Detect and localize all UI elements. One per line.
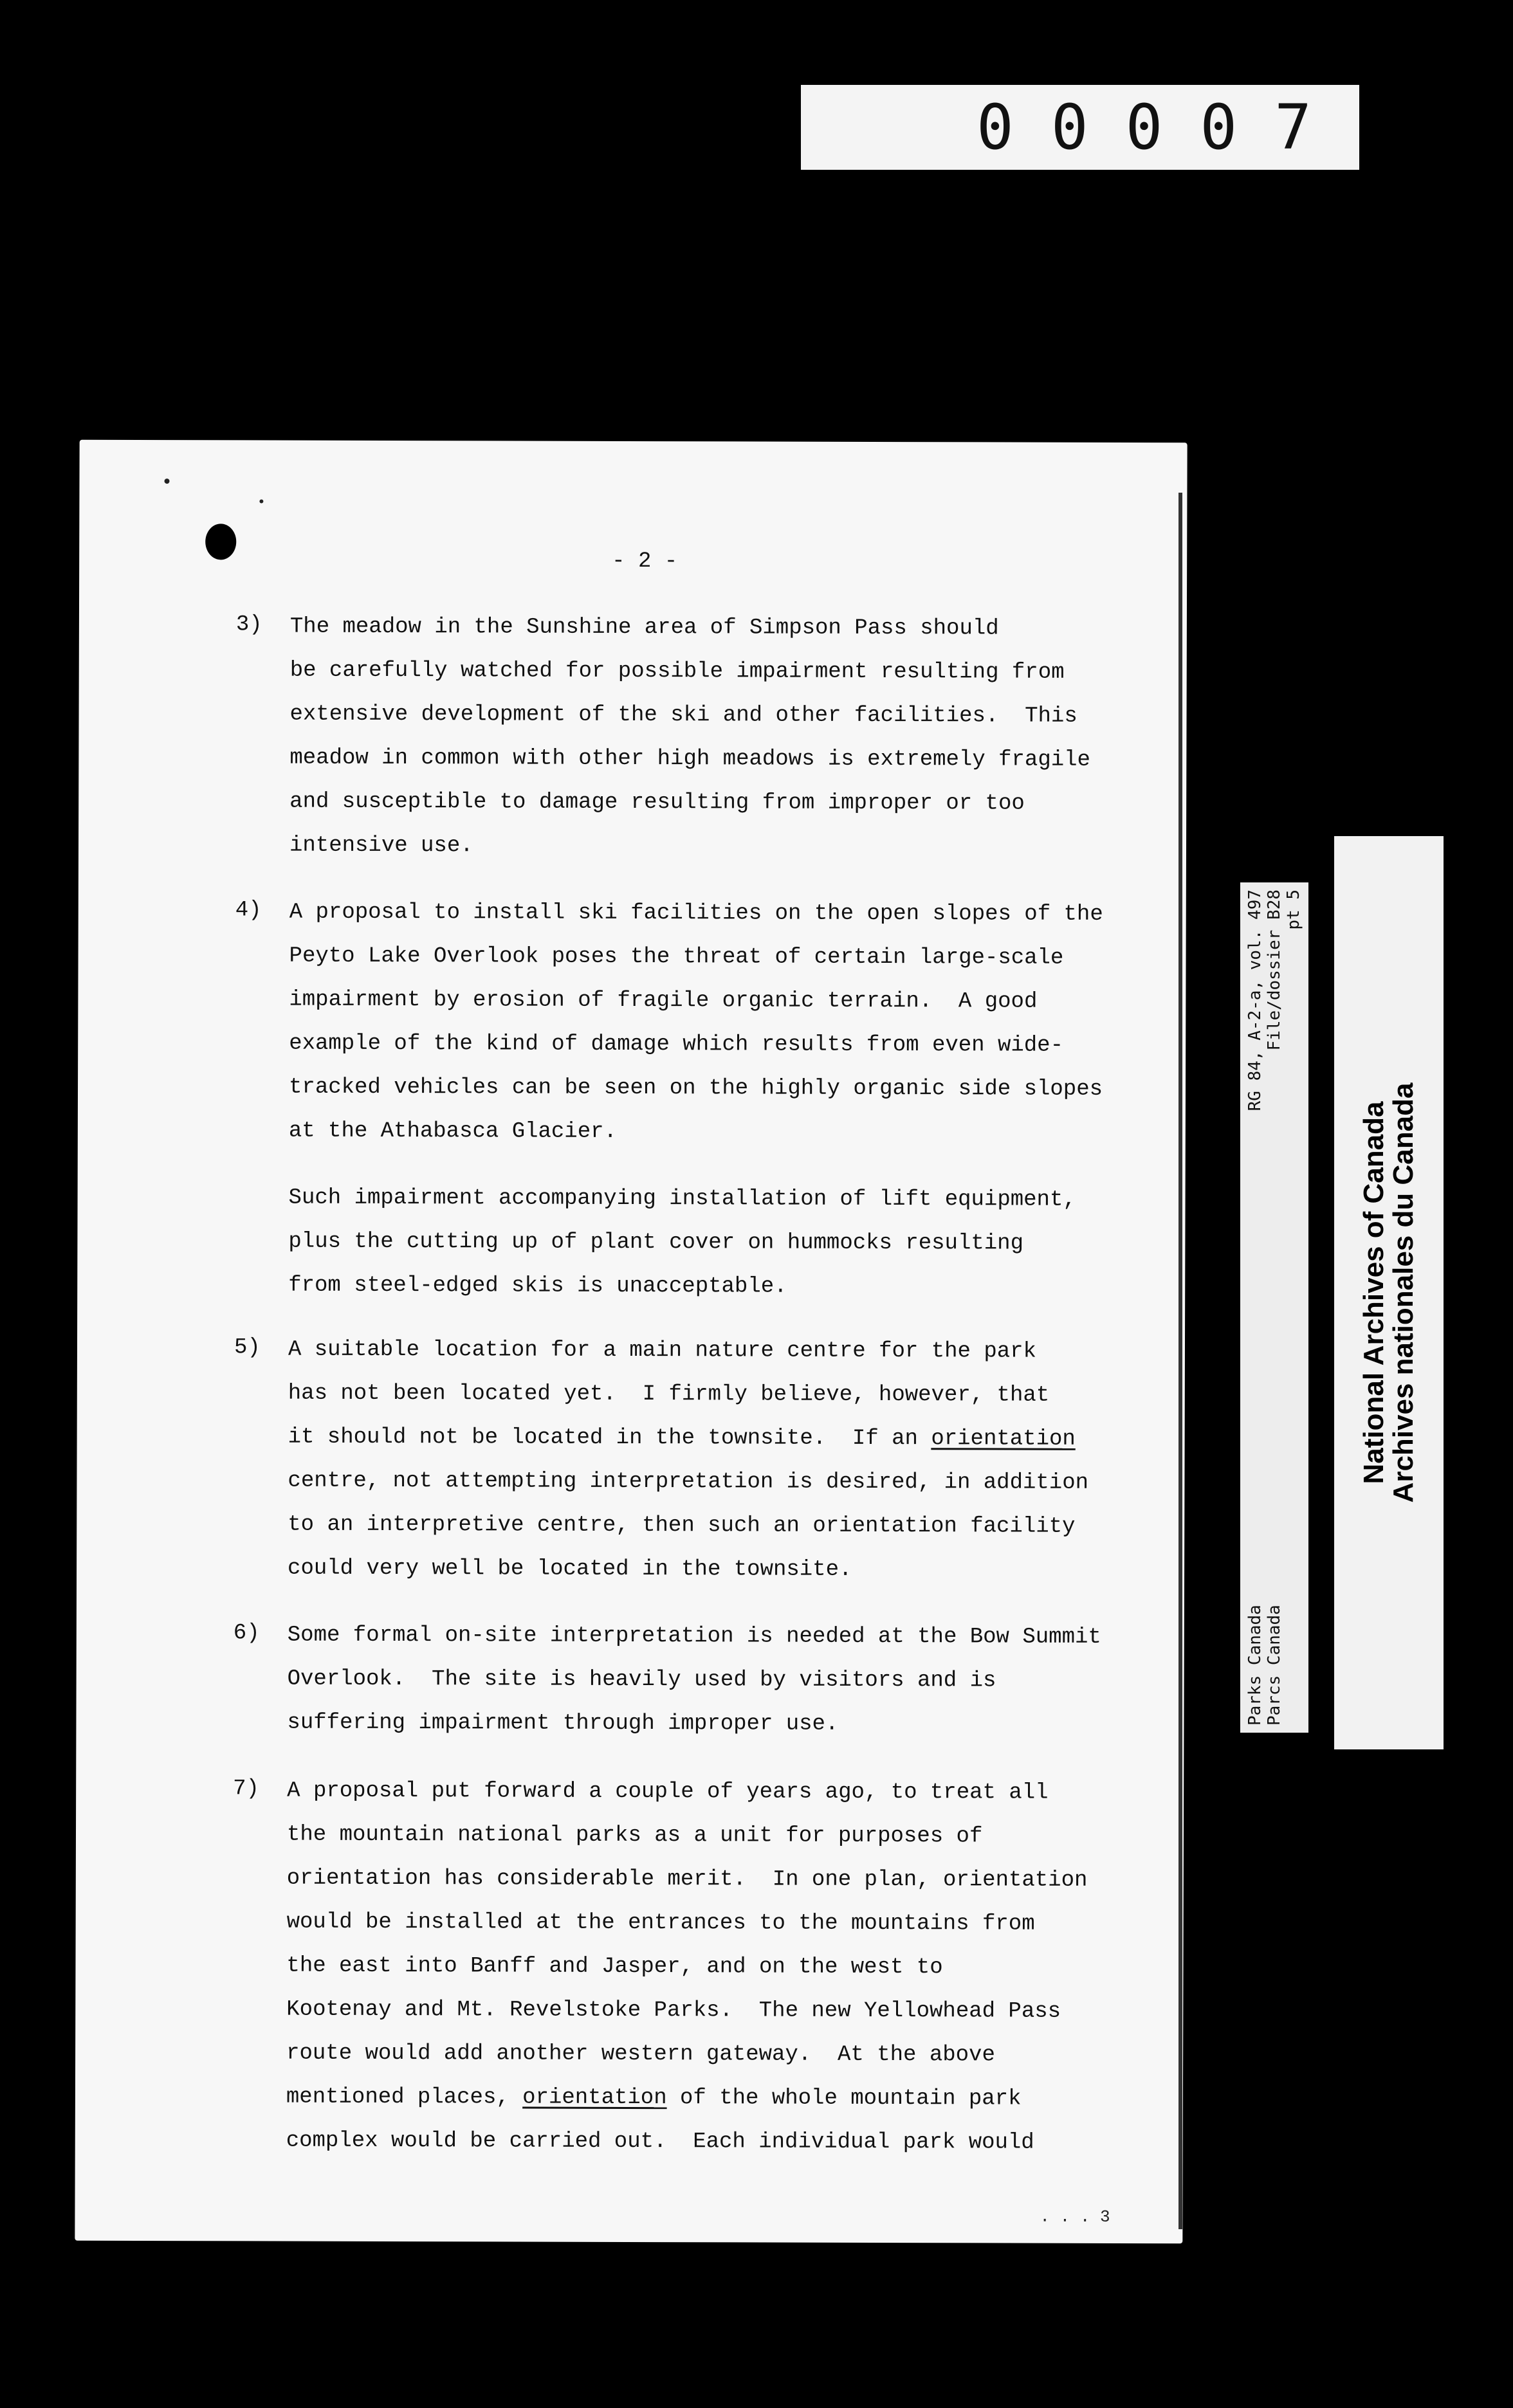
text-line: meadow in common with other high meadows is extremely fragile [289,745,1091,772]
stamp-line: Parks Canada [1245,1605,1265,1726]
text-line: A proposal to install ski facilities on the open slopes of the [289,900,1103,927]
speck [259,499,263,503]
list-item [235,898,1187,1299]
text-line: could very well be located in the townsite. [288,1556,852,1582]
item-number: 6) [233,1621,260,1646]
item-number: 3) [235,612,262,637]
list-item [235,612,1188,859]
text-line: and susceptible to damage resulting from improper or too [289,789,1025,816]
stamp-row [1284,889,1303,1726]
list-item [234,1335,1186,1582]
document-page [75,440,1187,2243]
text-line: A proposal put forward a couple of years ago, to treat all [287,1778,1049,1805]
text-span: of the whole mountain park [666,2086,1022,2112]
text-span: it should not be located in the townsite. If an [288,1425,931,1452]
text-line: orientation has considerable merit. In one plan, orientation [286,1866,1088,1893]
text-line: be carefully watched for possible impairment resulting from [289,658,1065,685]
frame-number-label [801,85,1359,170]
text-line: tracked vehicles can be seen on the highly organic side slopes [288,1075,1103,1102]
stamp-row [1245,889,1265,1726]
text-line: Peyto Lake Overlook poses the threat of certain large-scale [289,944,1064,971]
archives-line-english: National Archives of Canada [1358,1101,1389,1484]
text-line: Kootenay and Mt. Revelstoke Parks. The new Yellowhead Pass [286,1997,1061,2024]
text-line: plus the cutting up of plant cover on hummocks resulting [288,1229,1024,1256]
text-line: A suitable location for a main nature centre for the park [288,1337,1037,1364]
text-line [286,2083,1180,2130]
text-line: from steel-edged skis is unacceptable. [288,1273,787,1299]
text-line: extensive development of the ski and other facilities. This [289,702,1077,729]
item-number: 4) [235,898,262,923]
text-line: route would add another western gateway. At the above [286,2041,995,2068]
text-line: complex would be carried out. Each individual park would [286,2128,1034,2155]
speck [164,479,169,484]
stamp-line: File/dossier B28 [1265,889,1284,1051]
item-number: 7) [233,1776,260,1801]
underlined-word: orientation [931,1427,1076,1452]
text-line: Overlook. The site is heavily used by visitors and is [287,1666,996,1693]
frame-number: 00007 [977,91,1349,163]
text-line: intensive use. [289,833,473,859]
text-line: would be installed at the entrances to the mountains from [286,1910,1035,1937]
page-edge-shadow [1178,493,1182,2229]
list-item [233,1621,1186,1737]
text-line: The meadow in the Sunshine area of Simpson Pass should [289,614,999,641]
stamp-row [1265,889,1284,1726]
stamp-text [1245,889,1303,1726]
text-line: centre, not attempting interpretation is desired, in addition [288,1468,1089,1495]
punch-hole [205,524,236,560]
text-line: at the Athabasca Glacier. [288,1118,617,1144]
text-line: the mountain national parks as a unit for purposes of [286,1822,983,1849]
archives-line-french: Archives nationales du Canada [1388,1082,1419,1503]
list-item [233,1776,1185,2155]
text-line: suffering impairment through improper use. [287,1710,839,1737]
national-archives-label [1334,836,1444,1749]
text-line: Such impairment accompanying installation of lift equipment, [288,1185,1076,1212]
underlined-word: orientation [522,2085,667,2111]
text-line: has not been located yet. I firmly believe, however, that [288,1381,1050,1408]
text-line: to an interpretive centre, then such an orientation facility [288,1512,1076,1539]
text-span: mentioned places, [286,2084,523,2110]
stamp-line: pt 5 [1284,889,1303,930]
text-line: example of the kind of damage which results from even wide- [289,1031,1064,1058]
continuation-marker: . . . 3 [1040,2207,1110,2227]
page-number: - 2 - [612,549,678,574]
text-line: Some formal on-site interpretation is needed at the Bow Summit [287,1623,1101,1650]
archival-reference-stamp [1240,882,1308,1733]
archives-text [1359,907,1418,1679]
text-line [288,1423,1182,1470]
stamp-line: Parcs Canada [1265,1605,1284,1726]
item-number: 5) [234,1335,261,1360]
text-line: impairment by erosion of fragile organic terrain. A good [289,987,1038,1014]
stamp-line: RG 84, A-2-a, vol. 497 [1245,889,1265,1111]
text-line: the east into Banff and Jasper, and on the west to [286,1953,943,1980]
